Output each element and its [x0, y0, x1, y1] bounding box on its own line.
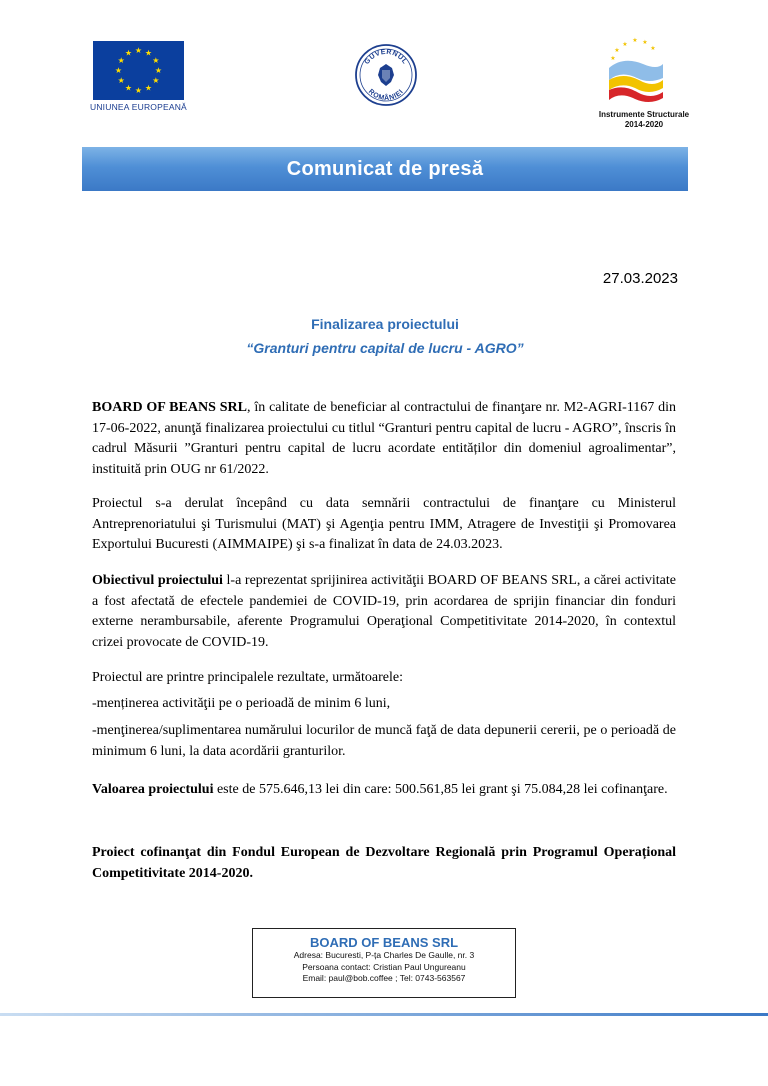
svg-text:★: ★: [152, 56, 160, 65]
result-item-jobs: -menţinerea/suplimentarea numărului locurilor de muncă faţă de data depunerii cererii, pe o perioadă de minimum 6 luni, la data acordării granturilor.: [92, 723, 676, 759]
svg-text:★: ★: [154, 66, 163, 75]
svg-text:★: ★: [144, 83, 153, 93]
svg-text:★: ★: [152, 76, 160, 85]
subtitle-line2: “Granturi pentru capital de lucru - AGRO”: [246, 340, 524, 356]
svg-text:★: ★: [117, 76, 125, 85]
paragraph-cofinancing: Proiect cofinanţat din Fondul European de Dezvoltare Regională prin Programul Operațional Competitivitate 2014-2020.: [92, 845, 676, 881]
gov-text-bottom: ROMÂNIEI: [366, 88, 406, 103]
svg-text:★: ★: [610, 55, 616, 62]
paragraph-objective: [92, 571, 676, 653]
svg-text:★: ★: [124, 83, 133, 93]
eu-caption: UNIUNEA EUROPEANĂ: [90, 102, 187, 112]
contact-email-phone: Email: paul@bob.coffee ; Tel: 0743-563567: [302, 973, 466, 983]
contact-address: Adresa: Bucuresti, P-ța Charles De Gaulle, nr. 3: [293, 950, 475, 960]
paragraph-objective-text: l-a reprezentat sprijinirea activităţii BOARD OF BEANS SRL, a cărei activitate a fost afectată de efectele pandemiei de COVID-19, prin acordarea de sprijin financiar din fonduri externe nerambursabile, aferente Programului Operaţional Competitivitate 2014-2020, în contextul crizei provocate de COVID-19.: [92, 573, 676, 650]
svg-text:ROMÂNIEI: [367, 88, 405, 102]
svg-text:★: ★: [117, 56, 125, 65]
paragraph-beneficiary: [92, 398, 676, 480]
svg-text:★: ★: [622, 41, 628, 48]
footer-divider: [0, 1013, 768, 1016]
paragraph-project-value-text: este de 575.646,13 lei din care: 500.561,85 lei grant şi 75.084,28 lei cofinanţare.: [213, 782, 668, 797]
svg-text:★: ★: [144, 48, 153, 58]
project-value-label: Valoarea proiectului: [92, 782, 214, 797]
svg-text:★: ★: [632, 37, 638, 44]
contact-box: [252, 928, 516, 998]
paragraph-project-period: Proiectul s-a derulat începând cu data semnării contractului de finanţare cu Ministerul Antreprenoriatului şi Turismului (MAT) şi Agenţia pentru IMM, Atragere de Investiţii şi Promovarea Exportului Bucuresti (AIMMAIPE) şi s-a finalizat în data de 24.03.2023.: [92, 496, 676, 552]
eu-flag-logo: [93, 41, 184, 100]
structural-instruments-logo: [603, 34, 669, 106]
result-item-activity: -menținerea activităţii pe o perioadă de minim 6 luni,: [92, 696, 391, 711]
svg-text:★: ★: [134, 86, 143, 95]
company-name-bold: BOARD OF BEANS SRL: [92, 400, 247, 415]
contact-person: Persoana contact: Cristian Paul Ungureanu: [302, 961, 466, 972]
gov-text-top: GUVERNUL: [363, 48, 409, 66]
svg-text:★: ★: [134, 46, 143, 55]
document-date: 27.03.2023: [602, 270, 678, 287]
page-title: Comunicat de presă: [286, 158, 484, 180]
structural-instruments-caption: [588, 110, 700, 130]
subtitle-line1: Finalizarea proiectului: [311, 316, 459, 332]
svg-text:★: ★: [614, 47, 620, 54]
objective-label: Obiectivul proiectului: [92, 573, 223, 588]
paragraph-project-value: [92, 780, 676, 801]
paragraph-results-intro: Proiectul are printre principalele rezultate, următoarele:: [92, 670, 403, 685]
svg-text:★: ★: [114, 66, 123, 75]
paragraph-beneficiary-text: , în calitate de beneficiar al contractului de finanţare nr. M2-AGRI-1167 din 17-06-2022, anunţă finalizarea proiectului cu titlul “Granturi pentru capital de lucru - AGRO”, înscris în cadrul Măsurii ”Granturi pentru capital de lucru acordate entităților din domeniul agroalimentar”, instituită prin OUG nr 61/2022.: [92, 400, 677, 477]
svg-text:★: ★: [642, 39, 648, 46]
is-caption-line2: 2014-2020: [624, 120, 664, 129]
svg-text:★: ★: [650, 45, 656, 52]
contact-company-name: BOARD OF BEANS SRL: [309, 935, 459, 950]
is-caption-line1: Instrumente Structurale: [598, 110, 690, 119]
government-emblem-logo: [355, 44, 417, 106]
svg-text:★: ★: [124, 48, 133, 58]
svg-text:GUVERNUL: [364, 49, 409, 66]
